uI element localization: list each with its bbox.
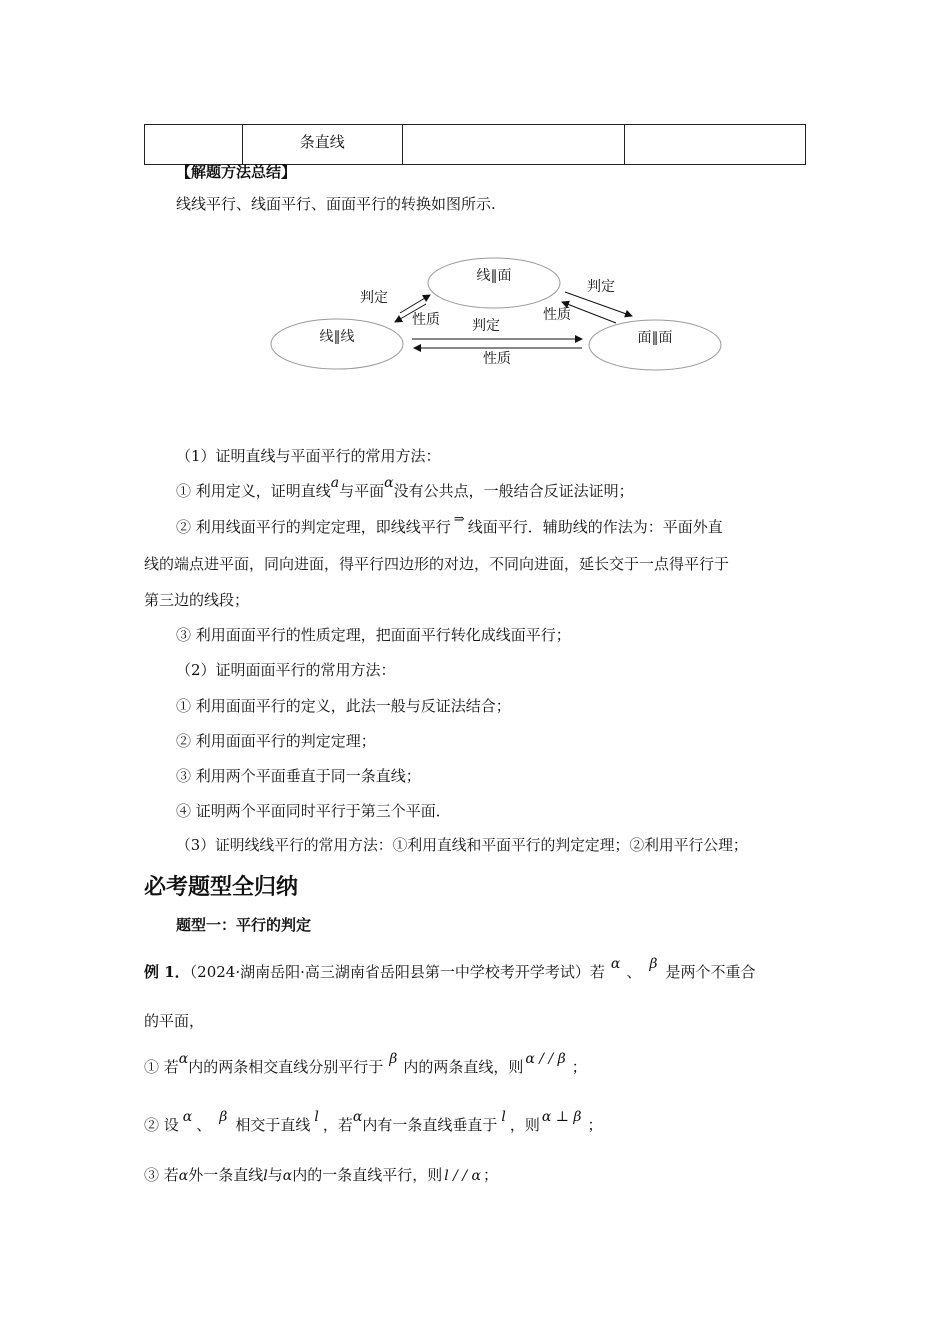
method2-item4: ④ 证明两个平面同时平行于第三个平面． [176,802,451,820]
method2-item1: ① 利用面面平行的定义，此法一般与反证法结合； [176,697,511,715]
method1-item3: ③ 利用面面平行的性质定理，把面面平行转化成线面平行； [176,626,571,644]
node-left-label: 线∥线 [319,329,355,345]
label-judge-right: 判定 [587,279,615,295]
method1-item1: ① 利用定义，证明直线a与平面α没有公共点，一般结合反证法证明； [176,475,634,500]
table-cell [145,125,243,165]
method2-title: （2）证明面面平行的常用方法： [176,661,396,679]
section-title: 必考题型全归纳 [144,875,299,900]
node-right-label: 面∥面 [637,330,673,346]
statement-1: ① 若α内的两条相交直线分别平行于 β 内的两条直线，则 α / / β ； [144,1051,587,1076]
table-cell [402,125,624,165]
parallel-conversion-diagram [260,250,740,380]
summary-intro: 线线平行、线面平行、面面平行的转换如图所示. [176,195,496,213]
node-top-label: 线∥面 [476,268,512,284]
summary-heading: 【解题方法总结】 [176,163,297,181]
table-cell [624,125,805,165]
example-line2: 的平面， [144,1012,205,1030]
statement-2: ② 设 α 、 β 相交于直线 l ，若α内有一条直线垂直于 l ，则 α ⊥ β ； [144,1109,603,1134]
arrow-judge-right [565,292,632,316]
label-judge-left: 判定 [360,290,388,306]
label-prop-mid: 性质 [483,351,511,367]
method2-item2: ② 利用面面平行的判定定理； [176,732,376,750]
method1-item2: ② 利用线面平行的判定定理，即线线平行 ⇒ 线面平行．辅助线的作法为：平面外直 [176,512,723,536]
top-table [144,124,806,165]
label-judge-mid: 判定 [472,318,500,334]
example-line1: 例 1．（2024·湖南岳阳·高三湖南省岳阳县第一中学校考开学考试）若 α 、 β 是两个不重合 [144,956,756,981]
table-row [145,125,806,165]
method3: （3）证明线线平行的常用方法：①利用直线和平面平行的判定定理；②利用平行公理； [176,837,748,854]
method1-title: （1）证明直线与平面平行的常用方法： [176,447,441,465]
label-prop-right: 性质 [543,307,571,323]
method1-item2-line2: 线的端点进平面，同向进面，得平行四边形的对边，不同向进面，延长交于一点得平行于 [144,555,730,573]
method2-item3: ③ 利用两个平面垂直于同一条直线； [176,767,421,785]
method1-item2-line3: 第三边的线段； [144,591,250,609]
label-prop-left: 性质 [412,312,440,328]
section-subtitle: 题型一：平行的判定 [176,916,312,934]
statement-3: ③ 若α外一条直线l与α内的一条直线平行，则 l / / α ； [144,1166,498,1184]
table-cell: 条直线 [242,125,402,165]
